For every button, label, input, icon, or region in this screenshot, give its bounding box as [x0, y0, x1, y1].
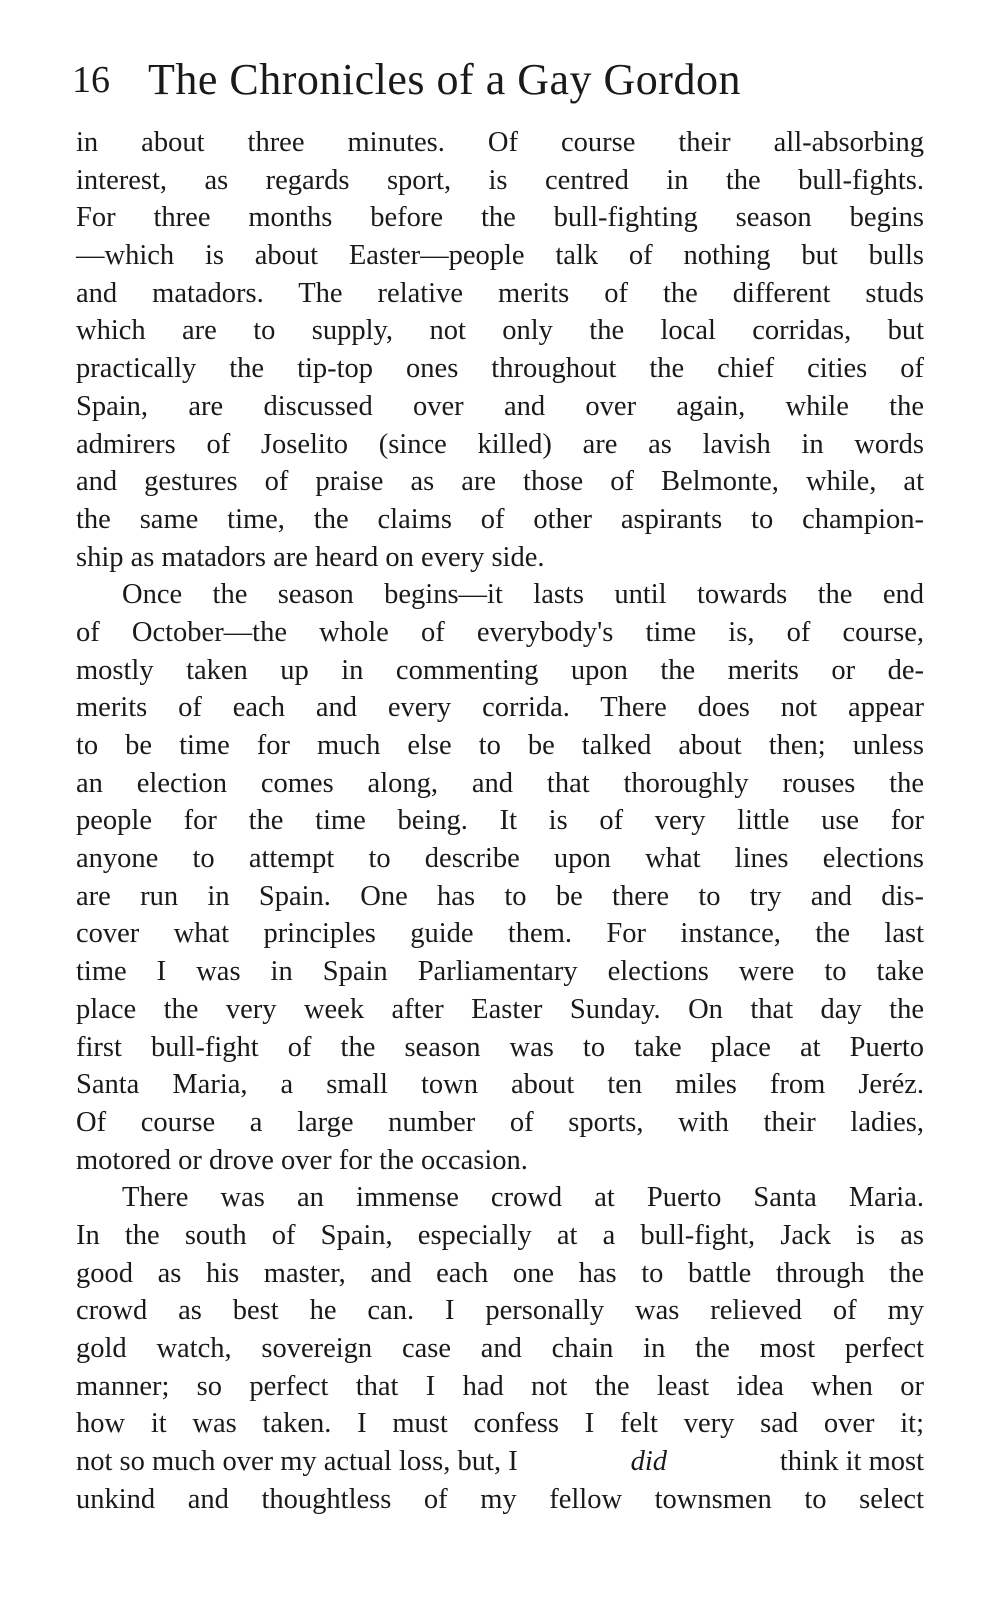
text-line: time I was in Spain Parliamentary elections were to take	[76, 956, 924, 988]
text-line: good as his master, and each one has to battle through the	[76, 1257, 924, 1289]
text-segment: think it most	[779, 1446, 924, 1478]
text-line: merits of each and every corrida. There does not appear	[76, 692, 924, 724]
page-number: 16	[72, 59, 110, 101]
text-line: of October—the whole of everybody's time is, of course,	[76, 616, 924, 648]
text-line: unkind and thoughtless of my fellow townsmen to select	[76, 1483, 924, 1515]
text-line: first bull-fight of the season was to take place at Puerto	[76, 1031, 924, 1063]
text-line: in about three minutes. Of course their all-absorbing	[76, 127, 924, 158]
text-line: manner; so perfect that I had not the least idea when or	[76, 1370, 924, 1402]
text-line: how it was taken. I must confess I felt very sad over it;	[76, 1408, 924, 1440]
text-segment: not so much over my actual loss, but, I	[76, 1446, 518, 1478]
text-line: admirers of Joselito (since killed) are as lavish in words	[76, 428, 924, 460]
text-line: to be time for much else to be talked about then; unless	[76, 730, 924, 761]
running-header	[72, 52, 932, 108]
text-line-content	[76, 1443, 924, 1481]
text-line: practically the tip-top ones throughout the chief cities of	[76, 353, 924, 385]
text-line: people for the time being. It is of very little use for	[76, 805, 924, 837]
text-line: —which is about Easter—people talk of nothing but bulls	[76, 240, 924, 272]
text-line: Once the season begins—it lasts until towards the end	[122, 579, 924, 611]
text-line: gold watch, sovereign case and chain in the most perfect	[76, 1333, 924, 1364]
text-line: which are to supply, not only the local corridas, but	[76, 315, 924, 347]
running-title: The Chronicles of a Gay Gordon	[148, 55, 741, 104]
text-line: Of course a large number of sports, with their ladies,	[76, 1106, 924, 1138]
text-line	[76, 1443, 924, 1481]
text-line: an election comes along, and that thoroughly rouses the	[76, 767, 924, 799]
text-line: interest, as regards sport, is centred in the bull-fights.	[76, 164, 924, 196]
text-line: the same time, the claims of other aspirants to champion-	[76, 503, 924, 535]
text-line: There was an immense crowd at Puerto Santa Maria.	[122, 1182, 924, 1214]
text-line: ship as matadors are heard on every side.	[76, 541, 545, 573]
text-line: Santa Maria, a small town about ten miles from Jeréz.	[76, 1069, 924, 1101]
text-line: anyone to attempt to describe upon what lines elections	[76, 843, 924, 875]
page-body-text	[76, 124, 924, 1518]
text-line: and gestures of praise as are those of Belmonte, while, at	[76, 466, 924, 498]
text-line: Spain, are discussed over and over again, while the	[76, 390, 924, 422]
text-line: crowd as best he can. I personally was relieved of my	[76, 1295, 924, 1327]
text-line: place the very week after Easter Sunday. On that day the	[76, 993, 924, 1025]
text-line: motored or drove over for the occasion.	[76, 1144, 528, 1176]
text-line: cover what principles guide them. For instance, the last	[76, 918, 924, 950]
text-line: For three months before the bull-fighting season begins	[76, 202, 924, 234]
italic-word: did	[630, 1446, 667, 1478]
text-line: In the south of Spain, especially at a bull-fight, Jack is as	[76, 1219, 924, 1251]
text-line: mostly taken up in commenting upon the merits or de-	[76, 654, 924, 686]
text-line: are run in Spain. One has to be there to try and dis-	[76, 880, 924, 912]
text-line: and matadors. The relative merits of the different studs	[76, 277, 924, 309]
